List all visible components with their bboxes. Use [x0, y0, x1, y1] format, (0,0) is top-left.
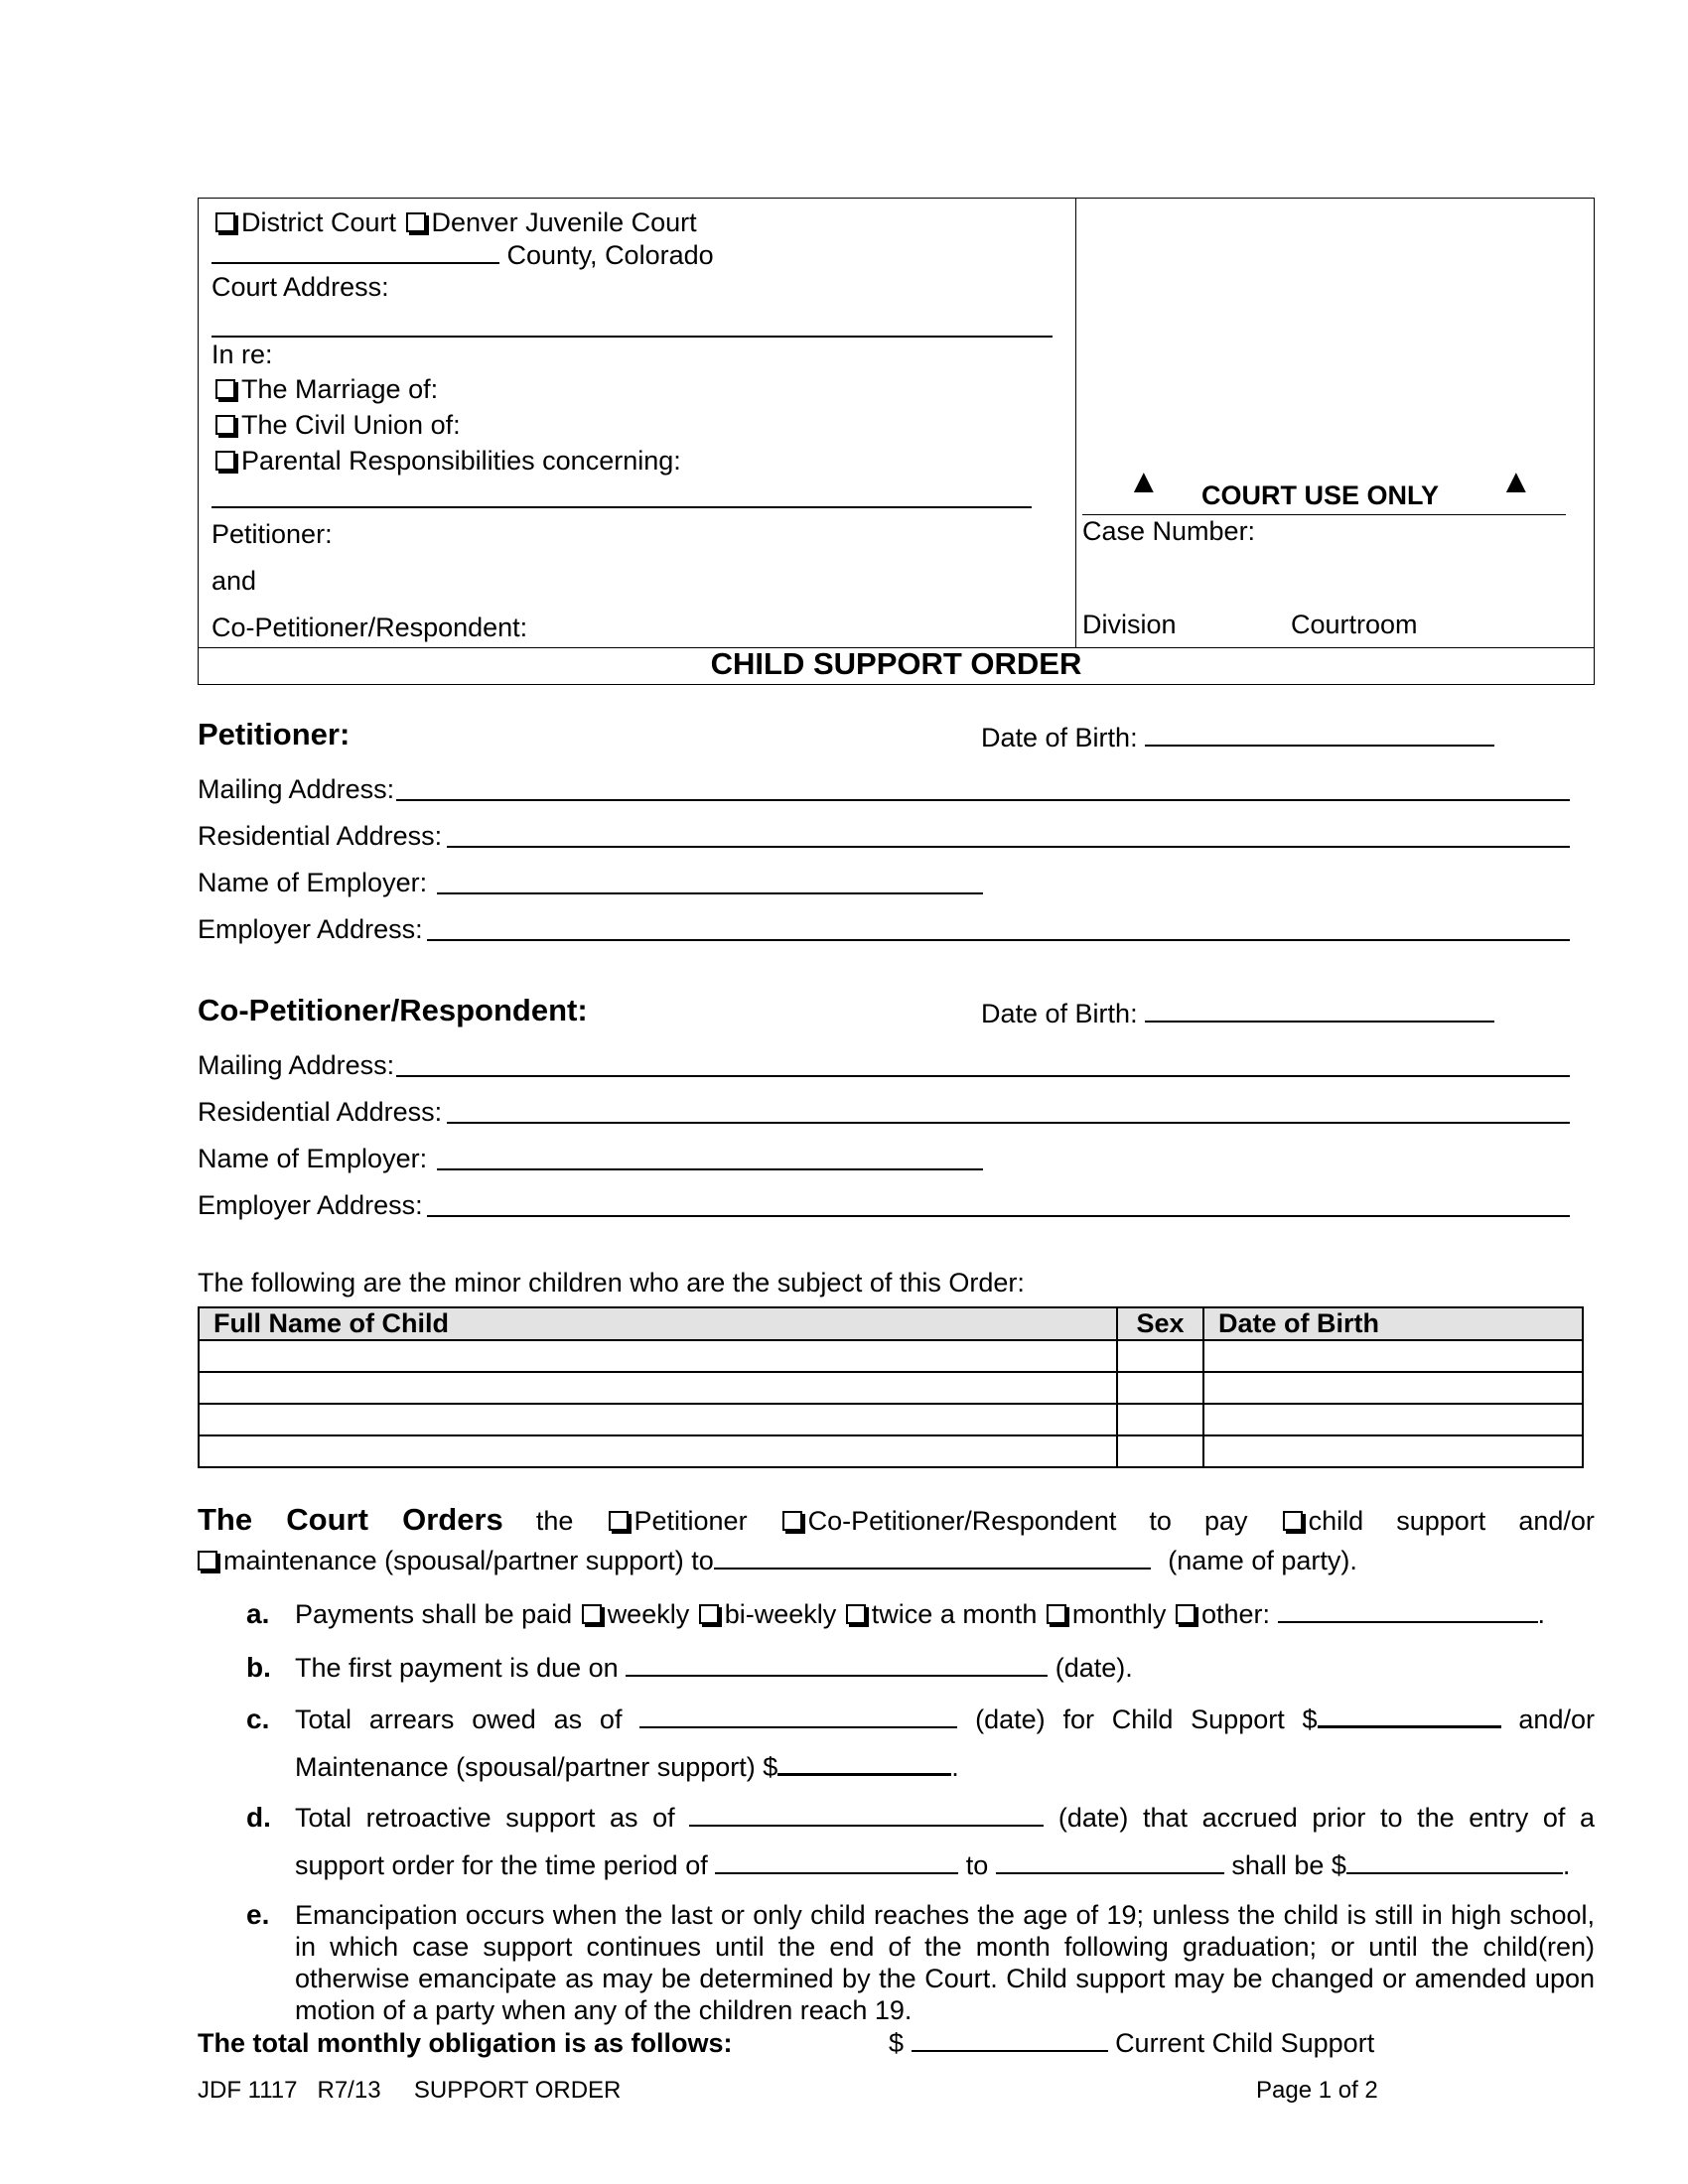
- item-d-letter: d.: [246, 1802, 271, 1833]
- petitioner-dob-row: [981, 722, 1494, 753]
- petitioner-residential-label: Residential Address:: [198, 821, 443, 851]
- child-dob-cell[interactable]: [1203, 1435, 1583, 1467]
- copetitioner-dob-row: [981, 998, 1494, 1029]
- child-name-cell[interactable]: [199, 1404, 1117, 1435]
- civil-union-checkbox[interactable]: [215, 415, 235, 435]
- retroactive-period-end[interactable]: [996, 1850, 1224, 1874]
- parental-checkbox[interactable]: [215, 451, 235, 471]
- petitioner-dob-label: Date of Birth:: [981, 723, 1138, 752]
- twice-a-month-checkbox[interactable]: [846, 1604, 866, 1624]
- parental-row: [213, 445, 681, 477]
- item-c-date-label: (date) for Child Support $: [975, 1705, 1318, 1734]
- orders-line-2: [198, 1545, 1357, 1576]
- item-c-row-2: Maintenance (spousal/partner support) $ .: [295, 1752, 959, 1782]
- item-c-letter: c.: [246, 1704, 270, 1734]
- children-header-row: [199, 1307, 1583, 1340]
- first-payment-date-field[interactable]: [626, 1653, 1048, 1677]
- court-address-line[interactable]: [211, 336, 1053, 338]
- petitioner-mailing-field[interactable]: [396, 799, 1570, 801]
- copetitioner-employer-label: Name of Employer:: [198, 1144, 428, 1173]
- form-title: CHILD SUPPORT ORDER: [710, 646, 1082, 681]
- child-dob-cell[interactable]: [1203, 1404, 1583, 1435]
- header-sex: Sex: [1117, 1307, 1203, 1340]
- item-a-text: Payments shall be paid: [295, 1599, 573, 1629]
- other-frequency-field[interactable]: [1278, 1599, 1538, 1623]
- caption-petitioner-label: Petitioner:: [211, 519, 333, 549]
- civil-union-label: The Civil Union of:: [241, 410, 461, 440]
- county-row: [211, 239, 714, 271]
- item-b-date-label: (date).: [1055, 1653, 1133, 1683]
- child-name-cell[interactable]: [199, 1435, 1117, 1467]
- child-name-cell[interactable]: [199, 1340, 1117, 1372]
- retroactive-period-start[interactable]: [715, 1850, 958, 1874]
- item-d-shall-be: shall be $: [1231, 1850, 1346, 1880]
- footer-page-number: Page 1 of 2: [1256, 2077, 1378, 2104]
- item-c-text: Total arrears owed as of: [295, 1705, 623, 1734]
- court-use-arrow-right-icon: ▲: [1499, 463, 1533, 500]
- court-use-arrow-left-icon: ▲: [1127, 463, 1161, 500]
- marriage-label: The Marriage of:: [241, 374, 439, 404]
- weekly-label: weekly: [607, 1599, 690, 1629]
- payee-name-field[interactable]: [714, 1546, 1151, 1570]
- denver-juvenile-court-label: Denver Juvenile Court: [431, 207, 697, 237]
- orders-the: the: [535, 1506, 574, 1536]
- header-date-of-birth: Date of Birth: [1203, 1307, 1583, 1340]
- copetitioner-residential-field[interactable]: [447, 1122, 1570, 1124]
- copetitioner-mailing-label: Mailing Address:: [198, 1050, 395, 1080]
- children-table: [198, 1306, 1584, 1468]
- pay-copetitioner-checkbox[interactable]: [782, 1511, 802, 1531]
- item-b-letter: b.: [246, 1652, 271, 1683]
- item-a-row: Payments shall be paid weekly bi-weekly twice a month monthly other: .: [295, 1599, 1546, 1629]
- pay-petitioner-checkbox[interactable]: [609, 1511, 629, 1531]
- copetitioner-mailing-field[interactable]: [396, 1075, 1570, 1077]
- orders-line-1: [198, 1504, 1595, 1537]
- item-c-line2-label: Maintenance (spousal/partner support) $: [295, 1752, 778, 1782]
- maintenance-checkbox[interactable]: [198, 1551, 217, 1570]
- table-row: [199, 1372, 1583, 1404]
- item-d-date-label: (date) that accrued prior to the entry of a: [1057, 1803, 1595, 1833]
- item-b-row: [295, 1652, 1133, 1684]
- child-support-label: child: [1308, 1506, 1364, 1536]
- other-checkbox[interactable]: [1176, 1604, 1196, 1624]
- table-row: [199, 1340, 1583, 1372]
- parties-name-line[interactable]: [211, 506, 1032, 508]
- footer-form-id: JDF 1117 R7/13 SUPPORT ORDER: [198, 2077, 622, 2104]
- other-label: other:: [1200, 1599, 1270, 1629]
- child-sex-cell[interactable]: [1117, 1404, 1203, 1435]
- item-d-row: [295, 1802, 1595, 1834]
- current-child-support-amount[interactable]: [912, 2028, 1108, 2052]
- dollar-sign: $: [889, 2028, 905, 2058]
- copetitioner-employer-field[interactable]: [437, 1168, 983, 1170]
- petitioner-employer-field[interactable]: [437, 892, 983, 894]
- pay-copetitioner-label: Co-Petitioner/Respondent: [807, 1506, 1117, 1536]
- copetitioner-dob-field[interactable]: [1145, 999, 1494, 1023]
- arrears-date-field[interactable]: [639, 1705, 957, 1728]
- caption-copetitioner-label: Co-Petitioner/Respondent:: [211, 613, 528, 642]
- parental-label: Parental Responsibilities concerning:: [241, 446, 681, 476]
- name-of-party-label: (name of party).: [1168, 1546, 1357, 1575]
- copetitioner-employer-address-label: Employer Address:: [198, 1190, 423, 1220]
- child-sex-cell[interactable]: [1117, 1372, 1203, 1404]
- petitioner-employer-label: Name of Employer:: [198, 868, 428, 897]
- orders-to-pay: to pay: [1149, 1506, 1248, 1536]
- current-child-support-label: Current Child Support: [1115, 2028, 1375, 2058]
- division-label: Division: [1082, 610, 1177, 639]
- retroactive-date-field[interactable]: [689, 1803, 1044, 1827]
- court-use-only-label: COURT USE ONLY: [1201, 480, 1440, 510]
- child-support-checkbox[interactable]: [1283, 1511, 1303, 1531]
- arrears-child-support-amount[interactable]: [1318, 1704, 1501, 1728]
- case-number-label: Case Number:: [1082, 516, 1256, 546]
- courtroom-label: Courtroom: [1291, 610, 1418, 639]
- children-intro: The following are the minor children who are the subject of this Order:: [198, 1268, 1025, 1297]
- item-e-letter: e.: [246, 1899, 270, 1930]
- petitioner-mailing-label: Mailing Address:: [198, 774, 395, 804]
- child-sex-cell[interactable]: [1117, 1435, 1203, 1467]
- monthly-checkbox[interactable]: [1047, 1604, 1066, 1624]
- petitioner-dob-field[interactable]: [1145, 723, 1494, 747]
- pay-petitioner-label: Petitioner: [633, 1506, 748, 1536]
- child-dob-cell[interactable]: [1203, 1372, 1583, 1404]
- civil-union-row: [213, 409, 461, 441]
- district-court-checkbox[interactable]: [215, 212, 235, 232]
- court-address-label: Court Address:: [211, 272, 389, 302]
- child-dob-cell[interactable]: [1203, 1340, 1583, 1372]
- table-row: [199, 1404, 1583, 1435]
- copetitioner-dob-label: Date of Birth:: [981, 999, 1138, 1028]
- marriage-checkbox[interactable]: [215, 379, 235, 399]
- caption-divider: [1075, 199, 1076, 647]
- item-d-period-label: support order for the time period of: [295, 1850, 708, 1880]
- retroactive-amount-field[interactable]: [1346, 1850, 1563, 1874]
- weekly-checkbox[interactable]: [582, 1604, 602, 1624]
- petitioner-residential-field[interactable]: [447, 846, 1570, 848]
- item-d-row-2: support order for the time period of to shall be $ .: [295, 1850, 1571, 1880]
- child-sex-cell[interactable]: [1117, 1340, 1203, 1372]
- maintenance-label: maintenance (spousal/partner support) to: [223, 1546, 714, 1575]
- total-obligation-label: The total monthly obligation is as follows:: [198, 2028, 733, 2058]
- court-type-row: [213, 206, 697, 238]
- item-d-text: Total retroactive support as of: [295, 1803, 675, 1833]
- child-name-cell[interactable]: [199, 1372, 1117, 1404]
- emancipation-paragraph: Emancipation occurs when the last or only child reaches the age of 19; unless the child is still in high school, in which case support continues until the end of the month following graduation; or until the child(ren) otherwise emancipate as may be determined by the Court. Child support may be changed or amended upon motion of a party when any of the children reach 19.: [295, 1900, 1595, 2025]
- header-full-name: Full Name of Child: [199, 1307, 1117, 1340]
- petitioner-employer-address-label: Employer Address:: [198, 914, 423, 944]
- item-c-andor: and/or: [1518, 1705, 1595, 1734]
- arrears-maintenance-amount[interactable]: [777, 1751, 951, 1776]
- caption-and-label: and: [211, 566, 257, 596]
- copetitioner-heading: Co-Petitioner/Respondent:: [198, 993, 588, 1027]
- orders-support-andor: support and/or: [1396, 1506, 1595, 1536]
- denver-juvenile-court-checkbox[interactable]: [406, 212, 426, 232]
- biweekly-label: bi-weekly: [724, 1599, 837, 1629]
- monthly-label: monthly: [1071, 1599, 1167, 1629]
- biweekly-checkbox[interactable]: [699, 1604, 719, 1624]
- court-orders-lead: The Court Orders: [198, 1502, 503, 1537]
- county-blank[interactable]: [211, 240, 499, 264]
- in-re-label: In re:: [211, 340, 273, 369]
- district-court-label: District Court: [241, 207, 397, 237]
- county-label: County, Colorado: [506, 240, 714, 270]
- item-a-letter: a.: [246, 1598, 270, 1629]
- item-b-text: The first payment is due on: [295, 1653, 619, 1683]
- twice-a-month-label: twice a month: [871, 1599, 1038, 1629]
- total-obligation-row: [889, 2027, 1374, 2059]
- copetitioner-residential-label: Residential Address:: [198, 1097, 443, 1127]
- copetitioner-employer-address-field[interactable]: [427, 1215, 1570, 1217]
- marriage-row: [213, 373, 438, 405]
- table-row: [199, 1435, 1583, 1467]
- item-d-to: to: [965, 1850, 989, 1880]
- petitioner-employer-address-field[interactable]: [427, 939, 1570, 941]
- item-c-row: [295, 1704, 1595, 1735]
- petitioner-heading: Petitioner:: [198, 717, 351, 751]
